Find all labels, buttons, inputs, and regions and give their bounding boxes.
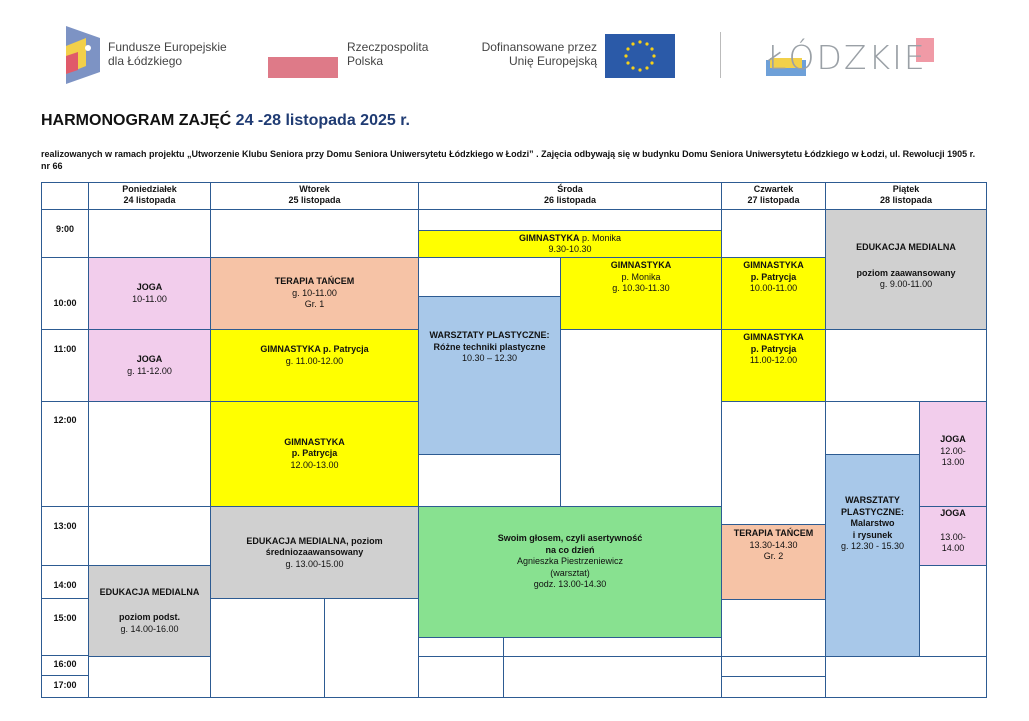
event-thursday-gimnastyka-1: GIMNASTYKA p. Patrycja 10.00-11.00	[722, 258, 825, 329]
time-label-1100: 11:00	[53, 344, 77, 354]
logo-bar	[0, 0, 1029, 95]
page-title: HARMONOGRAM ZAJĘĆ 24 -28 listopada 2025 r.	[41, 112, 410, 129]
day-header-wednesday: Środa 26 listopada	[543, 184, 597, 205]
event-friday-joga-1: JOGA 12.00- 13.00	[920, 402, 986, 506]
event-friday-joga-2: JOGA 13.00- 14.00	[920, 507, 986, 565]
project-description: realizowanych w ramach projektu „Utworzenie Klubu Seniora przy Domu Seniora Uniwersytetu Łódzkiego w Łodzi” . Zajęcia odbywają się w budynku Domu Seniora Uniwersytetu Łódzkiego w Łodzi, ul. Rewolucji 1905 r. nr 66	[41, 149, 976, 171]
day-header-monday: Poniedziałek 24 listopada	[122, 184, 177, 205]
day-header-tuesday: Wtorek 25 listopada	[288, 184, 341, 205]
eu-cofinancing-text: Dofinansowane przez Unię Europejską	[481, 40, 597, 68]
lodzkie-logo-text: ŁÓDZKIE	[768, 38, 927, 77]
event-wednesday-warsztaty: WARSZTATY PLASTYCZNE: Różne techniki plastyczne 10.30 – 12.30	[419, 297, 560, 454]
event-wednesday-gimnastyka-1: GIMNASTYKA p. Monika 9.30-10.30	[419, 231, 721, 257]
event-friday-warsztaty: WARSZTATY PLASTYCZNE: Malarstwo i rysunek g. 12.30 - 15.30	[826, 455, 919, 656]
event-tuesday-gimnastyka-2: GIMNASTYKA p. Patrycja 12.00-13.00	[211, 402, 418, 506]
eu-funds-logo-text: Fundusze Europejskie dla Łódzkiego	[108, 40, 227, 68]
logo-separator	[720, 32, 721, 78]
event-tuesday-terapia: TERAPIA TAŃCEM g. 10-11.00 Gr. 1	[211, 258, 418, 329]
polish-flag-icon	[268, 36, 338, 78]
time-label-1400: 14:00	[53, 580, 77, 590]
event-tuesday-edukacja: EDUKACJA MEDIALNA, poziom średniozaawansowany g. 13.00-15.00	[211, 507, 418, 599]
time-label-1000: 10:00	[53, 298, 77, 308]
event-friday-edukacja: EDUKACJA MEDIALNA poziom zaawansowany g. 9.00-11.00	[826, 210, 986, 329]
time-label-1600: 16:00	[53, 659, 77, 669]
event-monday-joga-1: JOGA 10-11.00	[89, 258, 210, 329]
title-dates: 24 -28 listopada 2025 r.	[235, 112, 410, 129]
event-thursday-terapia: TERAPIA TAŃCEM 13.30-14.30 Gr. 2	[722, 525, 825, 599]
event-monday-edukacja: EDUKACJA MEDIALNA poziom podst. g. 14.00-16.00	[89, 566, 210, 656]
event-monday-joga-2: JOGA g. 11-12.00	[89, 330, 210, 401]
time-label-1700: 17:00	[53, 680, 77, 690]
day-header-thursday: Czwartek 27 listopada	[747, 184, 800, 205]
eu-flag-icon	[605, 34, 675, 78]
time-label-1200: 12:00	[53, 415, 77, 425]
event-wednesday-asertywnosc: Swoim głosem, czyli asertywność na co dzień Agnieszka Piestrzeniewicz (warsztat) godz. 13.00-14.30	[419, 507, 721, 637]
day-header-friday: Piątek 28 listopada	[879, 184, 933, 205]
time-label-0900: 9:00	[55, 224, 74, 234]
event-tuesday-gimnastyka-1: GIMNASTYKA p. Patrycja g. 11.00-12.00	[211, 330, 418, 401]
time-label-1500: 15:00	[53, 613, 77, 623]
time-label-1300: 13:00	[53, 521, 77, 531]
event-thursday-gimnastyka-2: GIMNASTYKA p. Patrycja 11.00-12.00	[722, 330, 825, 401]
event-wednesday-gimnastyka-2: GIMNASTYKA p. Monika g. 10.30-11.30	[561, 258, 721, 329]
rp-logo-text: Rzeczpospolita Polska	[347, 40, 429, 68]
eu-funds-logo-icon	[66, 26, 100, 84]
